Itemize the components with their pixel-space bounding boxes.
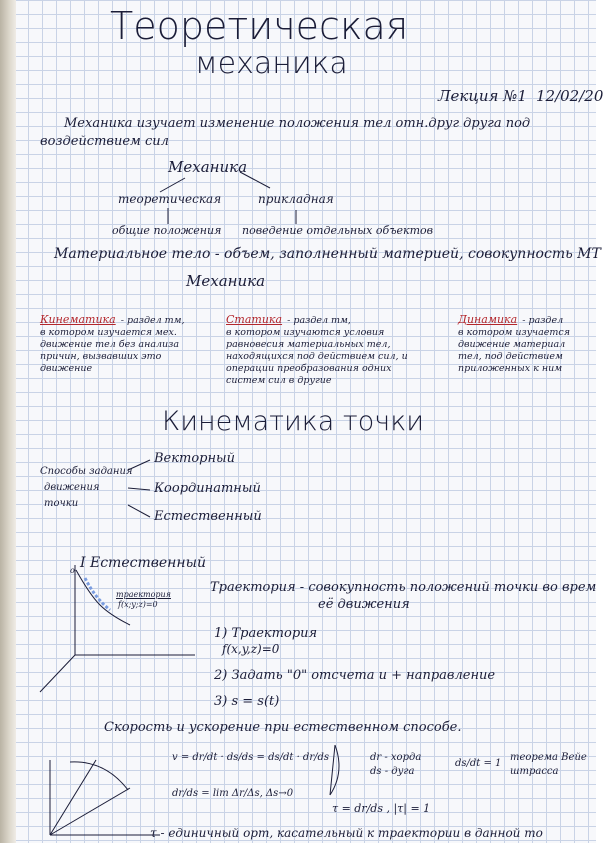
ratio: ds/dt = 1 — [455, 758, 502, 769]
branch-statics: Статика - раздел тм, в котором изучаются условия равновесия материальных тел, находящихся под действием сил, и операции преобразования одних систем сил в другие — [226, 313, 408, 386]
tau-formula: τ = dr/ds , |τ| = 1 — [332, 802, 431, 815]
lecture-label: Лекция №1 — [438, 87, 527, 105]
tree-right-child: поведение отдельных объектов — [242, 224, 434, 237]
dynamics-name: Динамика — [458, 313, 518, 326]
methods-label-2: движения — [44, 482, 100, 493]
method-coordinate: Координатный — [154, 481, 261, 496]
methods-label-3: точки — [44, 498, 79, 509]
intro-line1: Механика изучает изменение положения тел отн.друг друга под — [64, 116, 531, 131]
method-natural: Естественный — [154, 509, 262, 524]
title-line1: Теоретическая — [110, 4, 409, 48]
point-o: o — [70, 566, 75, 575]
trajectory-formula: f(x;y;z)=0 — [118, 600, 158, 609]
natural-heading: I Естественный — [80, 555, 207, 571]
step-2: 2) Задать "0" отсчета и + направление — [214, 668, 496, 683]
kinematics-point-heading: Кинематика точки — [162, 406, 425, 437]
intro-line2: воздействием сил — [40, 134, 169, 149]
method-vector: Векторный — [154, 451, 236, 466]
velocity-formula-2: dr/ds = lim Δr/Δs, Δs→0 — [172, 788, 294, 799]
tree-left-child: общие положения — [112, 224, 222, 237]
trajectory-label: траектория — [116, 590, 171, 599]
title-line2: механика — [195, 46, 348, 81]
bottom-line: τ - единичный орт, касательный к траектории в данной то — [150, 826, 543, 840]
lecture-date: 12/02/20 — [536, 87, 603, 105]
step-1a: 1) Траектория — [214, 626, 318, 641]
statics-name: Статика — [226, 313, 283, 326]
tree-root: Механика — [168, 158, 248, 176]
velocity-heading: Скорость и ускорение при естественном способе. — [104, 720, 462, 735]
trajectory-definition-1: Траектория - совокупность положений точки во врем — [210, 580, 597, 595]
tree-left: теоретическая — [118, 192, 222, 206]
branch-dynamics: Динамика - раздел в котором изучается движение материал тел, под действием приложенных к ним — [458, 313, 570, 374]
step-3: 3) s = s(t) — [214, 694, 280, 709]
kinematics-name: Кинематика — [40, 313, 116, 326]
branch-kinematics: Кинематика - раздел тм, в котором изучается мех. движение тел без анализа причин, вызвавших это движение — [40, 313, 185, 374]
theorem-1: теорема Вейе — [510, 752, 587, 763]
definition-material-body: Материальное тело - объем, заполненный материей, совокупность МТ — [54, 246, 601, 262]
trajectory-definition-2: её движения — [318, 597, 410, 612]
velocity-formula-1: v = dr/dt · ds/ds = ds/dt · dr/ds — [172, 752, 330, 763]
step-1b: f(x,y,z)=0 — [222, 642, 280, 656]
methods-label-1: Способы задания — [40, 466, 133, 477]
arc: ds - дуга — [370, 766, 415, 777]
subtitle: Механика — [186, 272, 266, 290]
tree-right: прикладная — [258, 192, 334, 206]
theorem-2: штрасса — [510, 766, 559, 777]
chord: dr - хорда — [370, 752, 422, 763]
